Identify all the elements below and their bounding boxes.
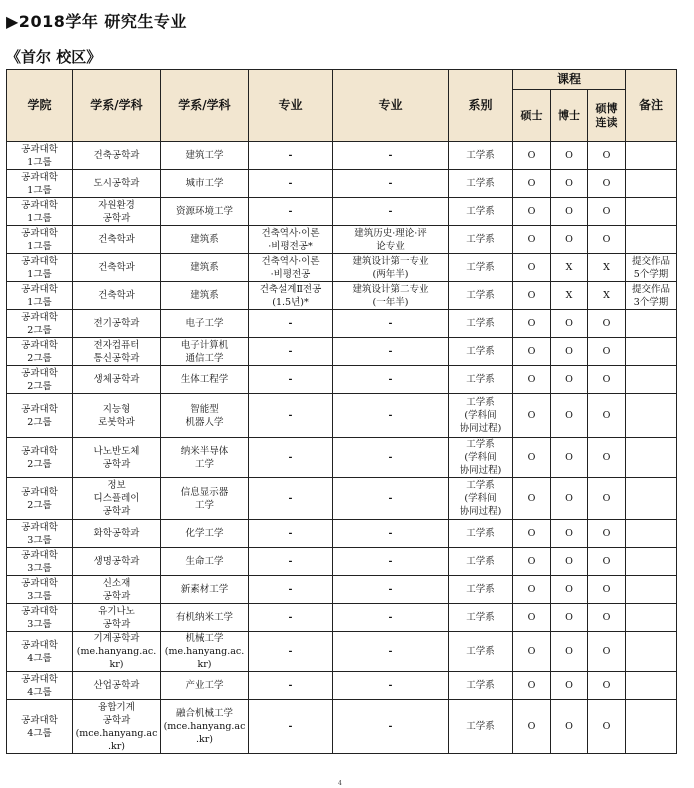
note-cell [626,576,677,604]
series-cell: 工学系 (学科间 协同过程) [449,438,513,478]
table-row [7,226,677,254]
table-row [7,394,677,438]
major-zh-cell: - [333,310,449,338]
series-cell: 工学系 [449,632,513,672]
major-zh-cell: - [333,142,449,170]
major-zh-cell: 建筑设计第一专业 (两年半) [333,254,449,282]
master-cell: O [513,548,551,576]
dept-zh-cell: 信息显示器 工学 [161,478,249,520]
note-cell [626,672,677,700]
combined-cell: O [588,394,626,438]
combined-cell: O [588,142,626,170]
master-cell: O [513,366,551,394]
header-courses: 课程 [513,70,626,90]
dept-zh-cell: 电子计算机 通信工学 [161,338,249,366]
major-ko-cell: - [249,604,333,632]
doctor-cell: O [551,604,588,632]
major-ko-cell: - [249,548,333,576]
major-zh-cell: - [333,520,449,548]
combined-cell: O [588,604,626,632]
dept-zh-cell: 电子工学 [161,310,249,338]
master-cell: O [513,254,551,282]
series-cell: 工学系 [449,170,513,198]
campus-heading: 《首尔 校区》 [6,48,102,66]
combined-cell: O [588,366,626,394]
dept-ko-cell: 신소재 공학과 [73,576,161,604]
dept-ko-cell: 지능형 로봇학과 [73,394,161,438]
dept-ko-cell: 생명공학과 [73,548,161,576]
note-cell [626,478,677,520]
doctor-cell: O [551,394,588,438]
major-ko-cell: 건축역사·이론 ·비평전공* [249,226,333,254]
series-cell: 工学系 [449,226,513,254]
table-row [7,282,677,310]
doctor-cell: O [551,170,588,198]
dept-zh-cell: 建筑系 [161,282,249,310]
note-cell [626,310,677,338]
note-cell [626,226,677,254]
dept-zh-cell: 新素材工学 [161,576,249,604]
dept-ko-cell: 산업공학과 [73,672,161,700]
major-zh-cell: - [333,700,449,754]
doctor-cell: O [551,520,588,548]
master-cell: O [513,576,551,604]
dept-zh-cell: 生体工程学 [161,366,249,394]
college-cell: 공과대학 2그룹 [7,310,73,338]
document-title: ▶2018学年 研究生专业 [6,12,187,31]
series-cell: 工学系 [449,338,513,366]
college-cell: 공과대학 4그룹 [7,632,73,672]
dept-zh-cell: 建筑系 [161,226,249,254]
master-cell: O [513,198,551,226]
major-ko-cell: - [249,338,333,366]
note-cell [626,394,677,438]
college-cell: 공과대학 2그룹 [7,394,73,438]
table-row [7,576,677,604]
dept-zh-cell: 机械工学 (me.hanyang.ac. kr) [161,632,249,672]
dept-ko-cell: 전기공학과 [73,310,161,338]
header-dept-zh: 学系/学科 [161,70,249,142]
doctor-cell: X [551,282,588,310]
major-ko-cell: - [249,672,333,700]
dept-zh-cell: 产业工学 [161,672,249,700]
dept-ko-cell: 도시공학과 [73,170,161,198]
note-cell [626,632,677,672]
combined-cell: O [588,198,626,226]
major-zh-cell: - [333,604,449,632]
doctor-cell: O [551,548,588,576]
doctor-cell: O [551,310,588,338]
series-cell: 工学系 [449,520,513,548]
table-row [7,520,677,548]
dept-ko-cell: 정보 디스플레이 공학과 [73,478,161,520]
header-dept-ko: 学系/学科 [73,70,161,142]
major-ko-cell: - [249,170,333,198]
dept-zh-cell: 智能型 机器人学 [161,394,249,438]
dept-zh-cell: 城市工学 [161,170,249,198]
master-cell: O [513,700,551,754]
doctor-cell: O [551,632,588,672]
major-zh-cell: - [333,198,449,226]
doctor-cell: O [551,478,588,520]
master-cell: O [513,394,551,438]
doctor-cell: X [551,254,588,282]
dept-zh-cell: 生命工学 [161,548,249,576]
combined-cell: O [588,520,626,548]
major-zh-cell: - [333,438,449,478]
table-row [7,254,677,282]
combined-cell: O [588,338,626,366]
master-cell: O [513,632,551,672]
page-number: 4 [338,780,342,787]
header-notes: 备注 [626,70,677,142]
header-major-zh: 专业 [333,70,449,142]
combined-cell: O [588,170,626,198]
major-zh-cell: - [333,632,449,672]
note-cell [626,604,677,632]
doctor-cell: O [551,366,588,394]
combined-cell: O [588,438,626,478]
major-ko-cell: - [249,142,333,170]
college-cell: 공과대학 4그룹 [7,700,73,754]
college-cell: 공과대학 2그룹 [7,338,73,366]
dept-ko-cell: 건축학과 [73,282,161,310]
master-cell: O [513,604,551,632]
dept-ko-cell: 건축학과 [73,254,161,282]
combined-cell: O [588,548,626,576]
major-zh-cell: - [333,576,449,604]
series-cell: 工学系 [449,672,513,700]
dept-zh-cell: 建筑系 [161,254,249,282]
series-cell: 工学系 [449,282,513,310]
college-cell: 공과대학 2그룹 [7,366,73,394]
note-cell [626,548,677,576]
series-cell: 工学系 [449,700,513,754]
dept-ko-cell: 건축공학과 [73,142,161,170]
college-cell: 공과대학 1그룹 [7,198,73,226]
combined-cell: O [588,226,626,254]
header-doctor: 博士 [551,90,588,142]
major-zh-cell: 建筑设计第二专业 (一年半) [333,282,449,310]
dept-zh-cell: 资源环境工学 [161,198,249,226]
series-cell: 工学系 [449,576,513,604]
major-ko-cell: - [249,366,333,394]
major-zh-cell: - [333,366,449,394]
table-row [7,310,677,338]
college-cell: 공과대학 1그룹 [7,170,73,198]
note-cell [626,438,677,478]
master-cell: O [513,226,551,254]
college-cell: 공과대학 3그룹 [7,548,73,576]
doctor-cell: O [551,338,588,366]
master-cell: O [513,338,551,366]
major-zh-cell: - [333,170,449,198]
master-cell: O [513,672,551,700]
dept-zh-cell: 建筑工学 [161,142,249,170]
note-cell [626,142,677,170]
combined-cell: O [588,632,626,672]
major-zh-cell: - [333,394,449,438]
college-cell: 공과대학 2그룹 [7,438,73,478]
master-cell: O [513,310,551,338]
dept-ko-cell: 화학공학과 [73,520,161,548]
series-cell: 工学系 [449,142,513,170]
note-cell [626,366,677,394]
header-college: 学院 [7,70,73,142]
college-cell: 공과대학 3그룹 [7,576,73,604]
major-ko-cell: - [249,478,333,520]
dept-ko-cell: 생체공학과 [73,366,161,394]
doctor-cell: O [551,226,588,254]
header-master: 硕士 [513,90,551,142]
doctor-cell: O [551,438,588,478]
table-row [7,672,677,700]
dept-ko-cell: 기계공학과 (me.hanyang.ac. kr) [73,632,161,672]
series-cell: 工学系 [449,604,513,632]
major-ko-cell: - [249,520,333,548]
master-cell: O [513,170,551,198]
table-row [7,198,677,226]
table-row [7,142,677,170]
major-ko-cell: - [249,394,333,438]
series-cell: 工学系 [449,548,513,576]
table-row [7,478,677,520]
series-cell: 工学系 (学科间 协同过程) [449,478,513,520]
note-cell: 提交作品 3个学期 [626,282,677,310]
college-cell: 공과대학 2그룹 [7,478,73,520]
combined-cell: O [588,700,626,754]
table-row [7,548,677,576]
header-major-ko: 专业 [249,70,333,142]
note-cell [626,700,677,754]
dept-zh-cell: 化学工学 [161,520,249,548]
combined-cell: O [588,310,626,338]
table-row [7,604,677,632]
dept-ko-cell: 자원환경 공학과 [73,198,161,226]
note-cell [626,520,677,548]
doctor-cell: O [551,142,588,170]
master-cell: O [513,478,551,520]
note-cell [626,338,677,366]
table-row [7,338,677,366]
note-cell: 提交作品 5个学期 [626,254,677,282]
series-cell: 工学系 [449,366,513,394]
series-cell: 工学系 [449,254,513,282]
dept-ko-cell: 건축학과 [73,226,161,254]
dept-ko-cell: 전자컴퓨터 통신공학과 [73,338,161,366]
major-ko-cell: - [249,310,333,338]
header-combined: 硕博 连读 [588,90,626,142]
table-row [7,632,677,672]
note-cell [626,198,677,226]
table-row [7,366,677,394]
college-cell: 공과대학 1그룹 [7,282,73,310]
master-cell: O [513,282,551,310]
combined-cell: O [588,576,626,604]
college-cell: 공과대학 1그룹 [7,226,73,254]
dept-ko-cell: 유기나노 공학과 [73,604,161,632]
dept-zh-cell: 纳米半导体 工学 [161,438,249,478]
dept-ko-cell: 융합기계 공학과 (mce.hanyang.ac .kr) [73,700,161,754]
combined-cell: X [588,254,626,282]
college-cell: 공과대학 4그룹 [7,672,73,700]
doctor-cell: O [551,672,588,700]
combined-cell: O [588,672,626,700]
doctor-cell: O [551,700,588,754]
major-ko-cell: - [249,576,333,604]
major-ko-cell: 건축역사·이론 ·비평전공 [249,254,333,282]
major-ko-cell: 건축설계Ⅱ전공 (1.5년)* [249,282,333,310]
college-cell: 공과대학 3그룹 [7,520,73,548]
header-series: 系别 [449,70,513,142]
table-row [7,170,677,198]
college-cell: 공과대학 1그룹 [7,254,73,282]
doctor-cell: O [551,576,588,604]
master-cell: O [513,438,551,478]
series-cell: 工学系 (学科间 协同过程) [449,394,513,438]
major-ko-cell: - [249,700,333,754]
major-zh-cell: - [333,338,449,366]
doctor-cell: O [551,198,588,226]
major-zh-cell: - [333,478,449,520]
majors-table [6,69,677,754]
major-zh-cell: 建筑历史·理论·评 论专业 [333,226,449,254]
dept-zh-cell: 融合机械工学 (mce.hanyang.ac .kr) [161,700,249,754]
series-cell: 工学系 [449,198,513,226]
major-ko-cell: - [249,632,333,672]
dept-ko-cell: 나노반도체 공학과 [73,438,161,478]
major-ko-cell: - [249,198,333,226]
combined-cell: O [588,478,626,520]
table-row [7,700,677,754]
major-zh-cell: - [333,548,449,576]
major-ko-cell: - [249,438,333,478]
table-row [7,438,677,478]
college-cell: 공과대학 3그룹 [7,604,73,632]
series-cell: 工学系 [449,310,513,338]
master-cell: O [513,520,551,548]
note-cell [626,170,677,198]
master-cell: O [513,142,551,170]
combined-cell: X [588,282,626,310]
dept-zh-cell: 有机纳米工学 [161,604,249,632]
college-cell: 공과대학 1그룹 [7,142,73,170]
major-zh-cell: - [333,672,449,700]
